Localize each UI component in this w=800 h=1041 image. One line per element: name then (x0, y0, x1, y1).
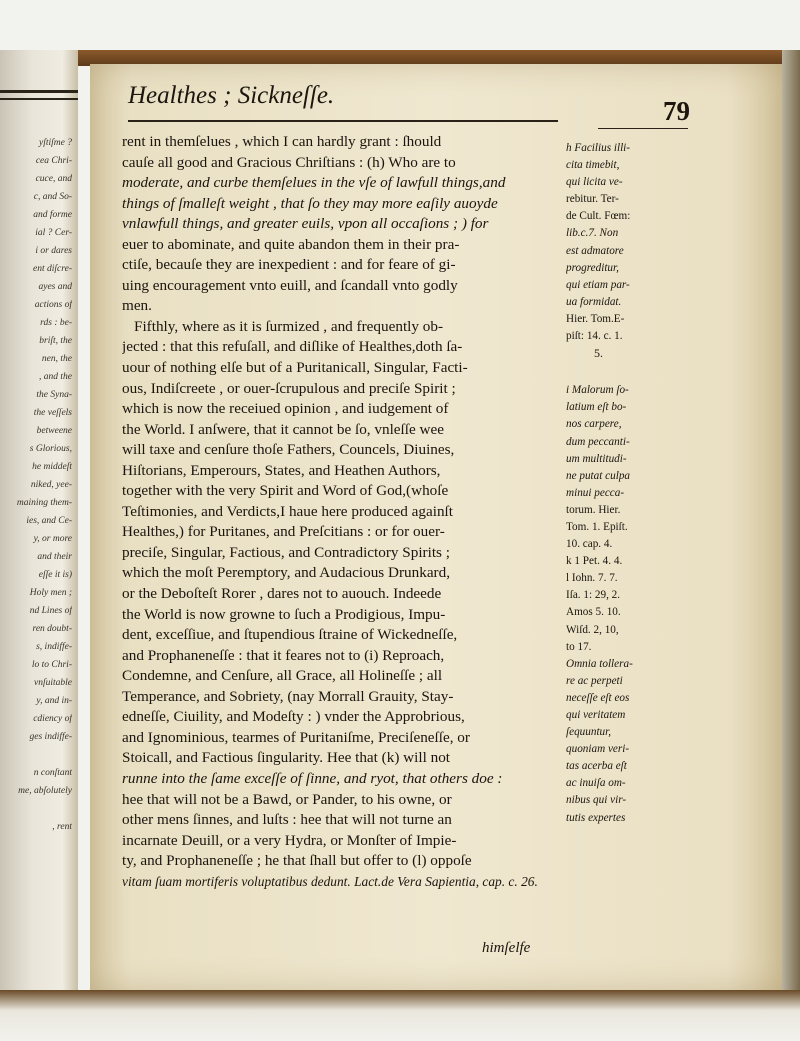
margin-notes (566, 140, 694, 827)
margin-note-line: qui veritatem (566, 709, 626, 721)
body-line: Healthes,) for Puritanes, and Preſcitians : or for ouer- (122, 523, 445, 541)
margin-note-line: Omnia tollera- (566, 657, 633, 670)
left-fragment-line: he middeſt (32, 462, 72, 472)
left-fragment-line: cdiency of (33, 714, 72, 724)
margin-note-line: ſequuntur, (566, 726, 612, 739)
margin-note-line: ac inuiſa om- (566, 777, 626, 790)
margin-note-line: Iſa. 1: 29, 2. (566, 589, 621, 602)
left-fragment-line: ies, and Ce- (26, 516, 72, 526)
page-band (0, 90, 78, 93)
body-line: jected : that this refuſall, and diſlike of Healthes,doth ſa- (122, 338, 463, 356)
left-fragment-line: s, indiffe- (36, 642, 72, 652)
page-number: 79 (663, 96, 690, 126)
body-text (122, 132, 552, 892)
body-line: and Prophaneneſſe : that it feares not to (i) Reproach, (122, 646, 445, 664)
body-line: uing encouragement vnto euill, and ſcandall vnto godly (122, 276, 458, 294)
left-fragment-line: nen, the (41, 354, 72, 364)
body-line: men. (122, 297, 152, 315)
body-line: cauſe all good and Gracious Chriſtians : (h) Who are to (122, 153, 456, 171)
body-line: other mens ſinnes, and luſts : hee that will not turne an (122, 811, 452, 829)
margin-note-line: l Iohn. 7. 7. (566, 572, 618, 585)
page-band (0, 98, 78, 100)
body-line: edneſſe, Ciuility, and Modeſty : ) vnder the Approbrious, (122, 708, 465, 726)
margin-note-line: re ac perpeti (566, 674, 623, 687)
body-line: moderate, and curbe themſelues in the vſe of lawfull things,and (122, 174, 506, 192)
body-line: incarnate Deuill, or a very Hydra, or Monſter of Impie- (122, 831, 457, 849)
margin-note-line: latium eſt bo- (566, 401, 627, 414)
left-fragment-line: the Syna- (36, 390, 72, 400)
left-fragment-line: , rent (52, 822, 72, 832)
body-line: hee that will not be a Bawd, or Pander, to his owne, or (122, 790, 452, 808)
body-line: the World is now growne to ſuch a Prodigious, Impu- (122, 605, 446, 623)
margin-note-line: tas acerba eſt (566, 760, 627, 773)
left-fragment-line: ges indiffe- (29, 732, 72, 742)
left-fragment-line: lo to Chri- (31, 660, 72, 670)
body-line: Fifthly, where as it is ſurmized , and frequently ob- (134, 317, 444, 335)
left-fragment-line: y, or more (33, 534, 72, 544)
body-line: together with the very Spirit and Word of God,(whoſe (122, 482, 449, 500)
left-fragment-line: c, and So- (33, 192, 72, 202)
left-fragment-line: ren doubt- (32, 624, 72, 634)
left-fragment-line: , and the (39, 372, 72, 382)
margin-note-line: Tom. 1. Epiſt. (566, 520, 628, 533)
book-right-edge (782, 50, 800, 1010)
margin-note-line: ua formidat. (566, 295, 622, 308)
margin-note-line: tutis expertes (566, 811, 626, 824)
body-line: vnlawfull things, and greater euils, vpon all occaſions ; ) for (122, 215, 489, 233)
left-fragment-line: niked, yee- (30, 480, 72, 490)
body-line: rent in themſelues , which I can hardly grant : ſhould (122, 133, 442, 150)
body-line: ty, and Prophaneneſſe ; he that ſhall but offer to (l) oppoſe (122, 852, 472, 870)
header-rule-right (598, 128, 688, 129)
body-line: dent, exceſſiue, and ſtupendious ſtraine of Wickedneſſe, (122, 626, 458, 644)
body-line: ous, Indiſcreete , or ouer-ſcrupulous and preciſe Spirit ; (122, 379, 456, 397)
left-fragment-line: cuce, and (35, 174, 72, 184)
catchword: himſelfe (482, 940, 531, 956)
left-fragment-line: i or dares (35, 246, 72, 256)
body-line: preciſe, Singular, Factious, and Contradictory Spirits ; (122, 543, 450, 561)
left-page-fragments (0, 134, 78, 836)
body-line: which is now the receiued opinion , and iudgement of (122, 400, 449, 418)
margin-note-line: piſt: 14. c. 1. (566, 330, 623, 343)
body-line: Temperance, and Sobriety, (nay Morrall Grauity, Stay- (122, 687, 454, 705)
margin-note-line: Wiſd. 2, 10, (566, 623, 619, 636)
margin-note-line: qui etiam par- (566, 278, 630, 291)
left-fragment-line: maining them- (16, 498, 72, 508)
left-fragment-line: eſſe it is) (38, 570, 72, 580)
body-line: Stoicall, and Factious ſingularity. Hee that (k) will not (122, 749, 451, 767)
margin-note-line: to 17. (566, 640, 592, 653)
body-line: euer to abominate, and quite abandon them in their pra- (122, 235, 460, 253)
margin-note-line: 10. cap. 4. (566, 538, 613, 551)
margin-note-line: cita timebit, (566, 159, 620, 172)
body-line: runne into the ſame exceſſe of ſinne, and ryot, that others doe : (122, 769, 503, 787)
body-line: the World. I anſwere, that it cannot be ſo, vnleſſe wee (122, 420, 444, 438)
body-line: things of ſmalleſt weight , that ſo they may more eaſily auoyde (122, 194, 498, 212)
margin-note-line: quoniam veri- (566, 743, 630, 756)
left-fragment-line: and their (37, 552, 72, 562)
body-line: uour of nothing elſe but of a Puritanicall, Singular, Facti- (122, 359, 468, 377)
margin-note-line: neceſſe eſt eos (566, 691, 630, 704)
left-fragment-line: ent diſcre- (33, 264, 72, 274)
body-line: Teſtimonies, and Verdicts,I haue here produced againſt (122, 502, 453, 520)
margin-note-line: ne putat culpa (566, 469, 631, 482)
body-line: Hiſtorians, Emperours, States, and Heathen Authors, (122, 461, 441, 479)
margin-note-line: de Cult. Fœm: (566, 210, 631, 223)
book-bottom-edge (0, 990, 800, 1041)
left-fragment-line: rds : be- (40, 318, 72, 328)
left-fragment-line: y, and in- (36, 696, 72, 706)
body-line: will taxe and cenſure thoſe Fathers, Councels, Diuines, (122, 441, 455, 459)
left-fragment-line: s Glorious, (29, 444, 72, 454)
margin-note-line: i Malorum ſo- (566, 384, 629, 397)
left-fragment-line (0, 746, 72, 764)
margin-note-line: est admatore (566, 244, 624, 257)
margin-note-line: k 1 Pet. 4. 4. (566, 555, 623, 568)
left-fragment-line: betweene (36, 426, 72, 436)
margin-note-line: torum. Hier. (566, 503, 621, 516)
left-fragment-line (0, 800, 72, 818)
left-fragment-line: the veſſels (33, 408, 72, 418)
margin-note-line: dum peccanti- (566, 435, 630, 448)
body-line: or the Deboſteſt Rorer , dares not to auouch. Indeede (122, 585, 442, 603)
body-line: vitam ſuam mortiferis voluptatibus dedunt. Lact.de Vera Sapientia, cap. c. 26. (122, 873, 538, 889)
left-fragment-line: cea Chri- (35, 156, 72, 166)
left-fragment-line: me, abſolutely (18, 786, 72, 796)
body-line: Condemne, and Cenſure, all Grace, all Holineſſe ; all (122, 667, 443, 685)
body-line: and Ignominious, tearmes of Puritaniſme, Preciſeneſſe, or (122, 728, 470, 746)
margin-note-line: progreditur, (566, 261, 619, 274)
margin-note-line (566, 362, 694, 382)
running-title: Healthes ; Sickneſſe. (128, 82, 335, 109)
margin-note-line: minui pecca- (566, 486, 625, 499)
left-fragment-line: yſtiſme ? (39, 138, 72, 148)
left-fragment-line: n conſtant (33, 768, 72, 778)
left-fragment-line: vnſuitable (34, 678, 72, 688)
margin-note-line: nibus qui vir- (566, 794, 627, 807)
margin-note-line: rebitur. Ter- (566, 193, 619, 206)
left-fragment-line: and forme (33, 210, 72, 220)
margin-note-line: h Facilius illi- (566, 142, 631, 154)
margin-note-line: lib.c.7. Non (566, 227, 619, 240)
margin-note-line: Amos 5. 10. (566, 606, 621, 619)
margin-note-line: um multitudi- (566, 452, 627, 465)
body-line: which the moſt Peremptory, and Audacious Drunkard, (122, 564, 451, 582)
left-fragment-line: Holy men ; (29, 588, 72, 598)
header-rule (128, 120, 558, 122)
page-header (128, 82, 690, 126)
left-fragment-line: ayes and (38, 282, 72, 292)
margin-note-line: Hier. Tom.E- (566, 312, 625, 325)
left-page-edge (0, 50, 78, 1010)
margin-note-line: 5. (594, 346, 603, 361)
margin-note-line: qui licita ve- (566, 176, 623, 189)
left-fragment-line: briſt, the (39, 336, 72, 346)
margin-note-line: nos carpere, (566, 418, 622, 431)
left-fragment-line: nd Lines of (29, 606, 72, 616)
body-line: ctiſe, becauſe they are inexpedient : and for feare of gi- (122, 256, 456, 274)
left-fragment-line: actions of (34, 300, 72, 310)
left-fragment-line: ial ? Cer- (35, 228, 72, 238)
